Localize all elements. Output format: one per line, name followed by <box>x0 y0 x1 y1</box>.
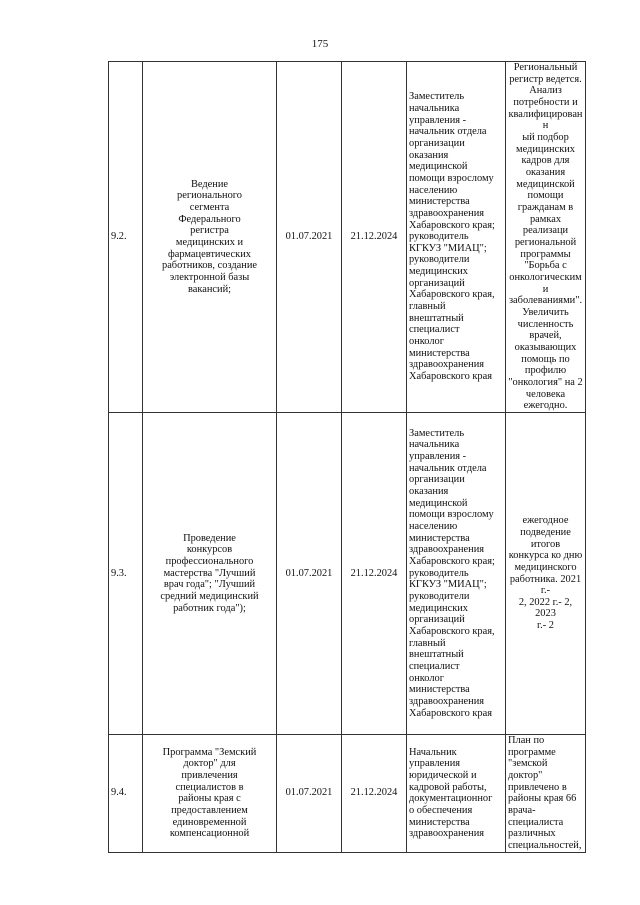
row-number: 9.2. <box>109 62 143 413</box>
table-row <box>109 735 586 853</box>
page-number: 175 <box>311 38 329 50</box>
responsible-persons: Заместитель начальника управления - начальник отдела организации оказания медицинской помощи взрослому населению министерства здравоохранения Хабаровского края; руководитель КГКУЗ "МИАЦ"; руководители медицинских организаций Хабаровского края, главный внештатный специалист онколог министерства здравоохранения Хабаровского края <box>407 62 506 413</box>
row-number: 9.3. <box>109 413 143 735</box>
table-row <box>109 62 586 413</box>
measure-name: Программа "Земский доктор" для привлечения специалистов в районы края с предоставлением единовременной компенсационной <box>143 735 277 853</box>
end-date: 21.12.2024 <box>342 62 407 413</box>
start-date: 01.07.2021 <box>277 735 342 853</box>
expected-result: Региональный регистр ведется. Анализ потребности и квалифицированн ый подбор медицинских кадров для оказания медицинской помощи гражданам в рамках реализаци региональной программы "Борьба с онкологическими заболеваниями". Увеличить численность врачей, оказывающих помощь по профилю "онкология" на 2 человека ежегодно. <box>506 62 586 413</box>
responsible-persons: Заместитель начальника управления - начальник отдела организации оказания медицинской помощи взрослому населению министерства здравоохранения Хабаровского края; руководитель КГКУЗ "МИАЦ"; руководители медицинских организаций Хабаровского края, главный внештатный специалист онколог министерства здравоохранения Хабаровского края <box>407 413 506 735</box>
measure-name: Ведение регионального сегмента Федерального регистра медицинских и фармацевтических работников, создание электронной базы вакансий; <box>143 62 277 413</box>
start-date: 01.07.2021 <box>277 62 342 413</box>
responsible-persons: Начальник управления юридической и кадровой работы, документационног о обеспечения министерства здравоохранения <box>407 735 506 853</box>
measures-table <box>108 61 586 853</box>
row-number: 9.4. <box>109 735 143 853</box>
table-row <box>109 413 586 735</box>
end-date: 21.12.2024 <box>342 413 407 735</box>
measure-name: Проведение конкурсов профессионального мастерства "Лучший врач года"; "Лучший средний медицинский работник года"); <box>143 413 277 735</box>
expected-result: План по программе "земской доктор" привлечено в районы края 66 врача-специалиста различных специальностей, <box>506 735 586 853</box>
end-date: 21.12.2024 <box>342 735 407 853</box>
start-date: 01.07.2021 <box>277 413 342 735</box>
expected-result: ежегодное подведение итогов конкурса ко дню медицинского работника. 2021 г.- 2, 2022 г.- 2, 2023 г.- 2 <box>506 413 586 735</box>
